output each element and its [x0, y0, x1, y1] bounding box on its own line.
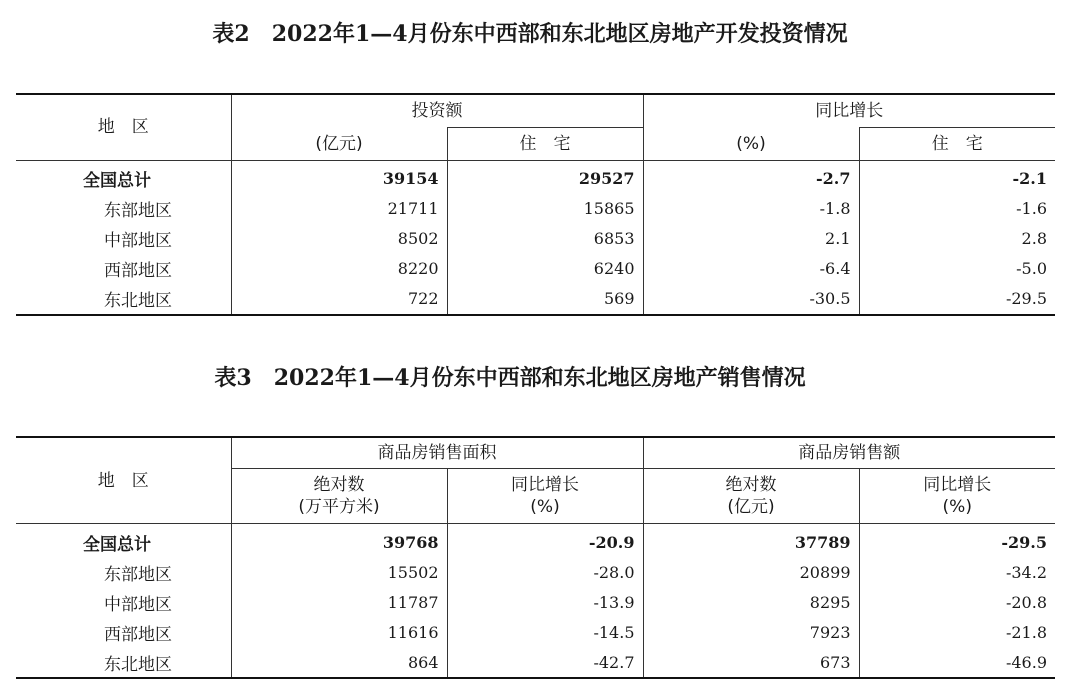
- header-area-group: 商品房销售面积: [231, 437, 643, 469]
- table-row: [16, 557, 1055, 587]
- residential-cell: 569: [447, 284, 643, 315]
- header-sales-growth-unit: (%): [942, 497, 972, 517]
- region-cell: 中部地区: [104, 231, 172, 251]
- sales-cell: 8295: [643, 587, 859, 617]
- sales-cell: 673: [643, 647, 859, 678]
- growth-residential-cell: -1.6: [859, 194, 1055, 224]
- sales-table: [16, 436, 1055, 679]
- sales-cell: 20899: [643, 557, 859, 587]
- header-investment-unit: (亿元): [231, 128, 447, 161]
- region-cell: 全国总计: [83, 534, 151, 555]
- table-row: [16, 254, 1055, 284]
- sales-cell: 37789: [643, 524, 859, 558]
- growth-residential-cell: 2.8: [859, 224, 1055, 254]
- header-residential: 住 宅: [447, 128, 643, 161]
- area-cell: 15502: [231, 557, 447, 587]
- table-row: [16, 224, 1055, 254]
- area-growth-cell: -28.0: [447, 557, 643, 587]
- header-area-growth-unit: (%): [530, 497, 560, 517]
- header-growth-residential: 住 宅: [859, 128, 1055, 161]
- header-sales-abs-unit: (亿元): [727, 497, 775, 517]
- region-cell: 东北地区: [104, 654, 172, 675]
- header-region: 地 区: [16, 94, 231, 160]
- investment-table: [16, 93, 1055, 316]
- residential-cell: 29527: [447, 160, 643, 194]
- table2-title: 表2 2022年1—4月份东中西部和东北地区房地产开发投资情况: [212, 21, 848, 47]
- area-cell: 11787: [231, 587, 447, 617]
- header-investment: 投资额: [231, 94, 643, 128]
- investment-cell: 8220: [231, 254, 447, 284]
- area-growth-cell: -13.9: [447, 587, 643, 617]
- investment-cell: 722: [231, 284, 447, 315]
- growth-residential-cell: -2.1: [859, 160, 1055, 194]
- table-row: [16, 524, 1055, 558]
- region-cell: 东北地区: [104, 291, 172, 311]
- region-cell: 中部地区: [104, 594, 172, 615]
- region-cell: 全国总计: [83, 171, 151, 191]
- area-growth-cell: -20.9: [447, 524, 643, 558]
- investment-cell: 21711: [231, 194, 447, 224]
- sales-growth-cell: -46.9: [859, 647, 1055, 678]
- growth-residential-cell: -5.0: [859, 254, 1055, 284]
- area-cell: 39768: [231, 524, 447, 558]
- table-row: [16, 284, 1055, 315]
- header-area-abs: [231, 469, 447, 524]
- header-region: 地 区: [16, 437, 231, 524]
- growth-cell: -2.7: [643, 160, 859, 194]
- sales-growth-cell: -34.2: [859, 557, 1055, 587]
- header-sales-abs: [643, 469, 859, 524]
- growth-cell: 2.1: [643, 224, 859, 254]
- region-cell: 东部地区: [104, 201, 172, 221]
- header-sales-group: 商品房销售额: [643, 437, 1055, 469]
- header-sales-abs-label: 绝对数: [725, 475, 777, 495]
- header-area-growth-label: 同比增长: [511, 475, 579, 495]
- sales-growth-cell: -20.8: [859, 587, 1055, 617]
- table3-title: 表3 2022年1—4月份东中西部和东北地区房地产销售情况: [214, 365, 806, 391]
- growth-residential-cell: -29.5: [859, 284, 1055, 315]
- area-cell: 864: [231, 647, 447, 678]
- sales-cell: 7923: [643, 617, 859, 647]
- region-cell: 东部地区: [104, 564, 172, 585]
- investment-cell: 39154: [231, 160, 447, 194]
- sales-growth-cell: -21.8: [859, 617, 1055, 647]
- table-row: [16, 587, 1055, 617]
- investment-cell: 8502: [231, 224, 447, 254]
- header-area-abs-unit: (万平方米): [298, 497, 380, 517]
- table-row: [16, 160, 1055, 194]
- header-area-abs-label: 绝对数: [313, 475, 365, 495]
- residential-cell: 6240: [447, 254, 643, 284]
- growth-cell: -30.5: [643, 284, 859, 315]
- table-row: [16, 194, 1055, 224]
- region-cell: 西部地区: [104, 261, 172, 281]
- area-cell: 11616: [231, 617, 447, 647]
- area-growth-cell: -14.5: [447, 617, 643, 647]
- header-growth: 同比增长: [643, 94, 1055, 128]
- growth-cell: -6.4: [643, 254, 859, 284]
- header-growth-unit: (%): [643, 128, 859, 161]
- header-area-growth: [447, 469, 643, 524]
- growth-cell: -1.8: [643, 194, 859, 224]
- table-row: [16, 647, 1055, 678]
- area-growth-cell: -42.7: [447, 647, 643, 678]
- region-cell: 西部地区: [104, 624, 172, 645]
- sales-growth-cell: -29.5: [859, 524, 1055, 558]
- residential-cell: 15865: [447, 194, 643, 224]
- table-row: [16, 617, 1055, 647]
- residential-cell: 6853: [447, 224, 643, 254]
- header-sales-growth-label: 同比增长: [923, 475, 992, 495]
- header-sales-growth: [859, 469, 1055, 524]
